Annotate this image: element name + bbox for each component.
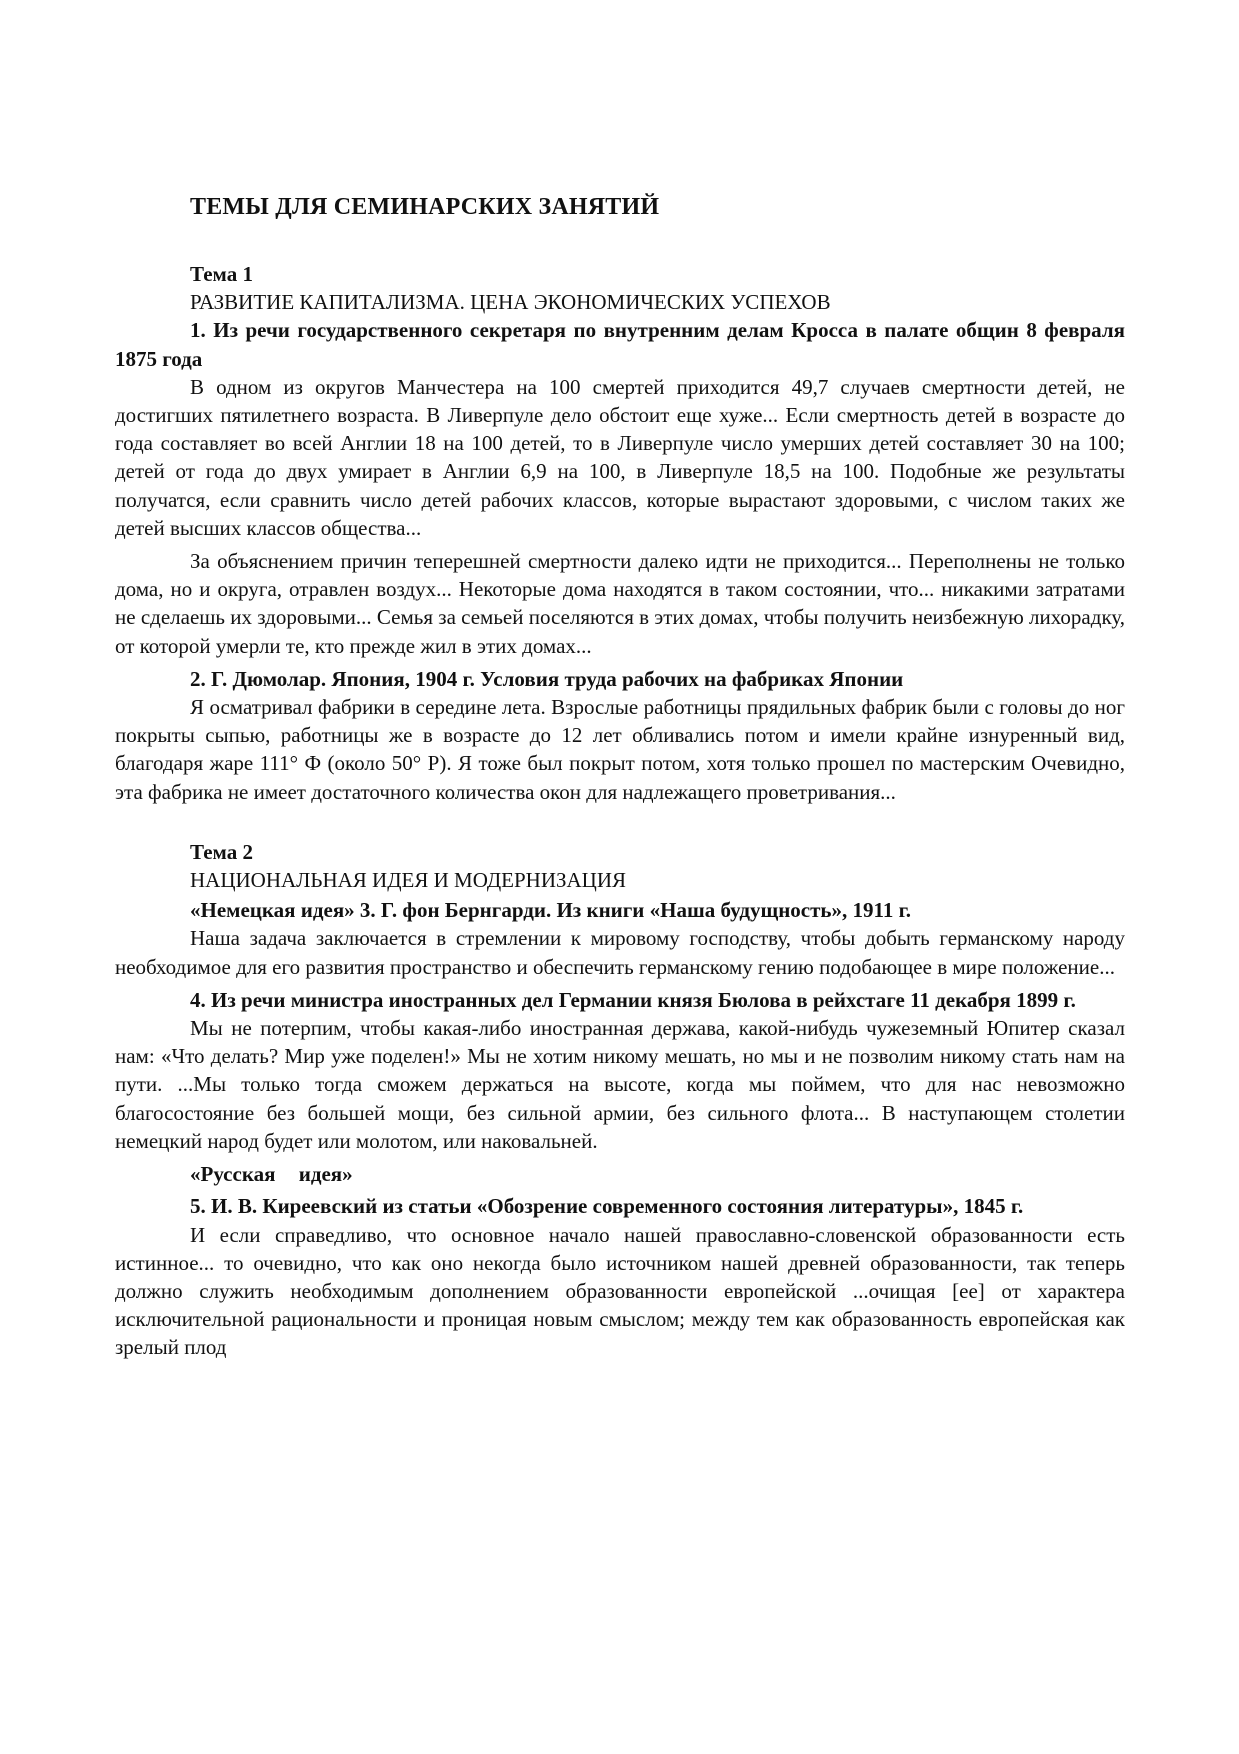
document-title: ТЕМЫ ДЛЯ СЕМИНАРСКИХ ЗАНЯТИЙ — [190, 194, 660, 220]
source-heading: «Немецкая идея» 3. Г. фон Бернгарди. Из книги «Наша будущность», 1911 г. — [190, 898, 912, 923]
source-paragraph: Мы не потерпим, чтобы какая-либо иностранная держава, какой-нибудь чужеземный Юпитер сказал нам: «Что делать? Мир уже поделен!» Мы не хотим никому мешать, но мы и не позволим никому стать нам на пути. ...Мы только тогда сможем держаться на высоте, когда мы поймем, что для нас невозможно благосостояние без большей мощи, без сильной армии, без сильного флота... В наступающем столетии немецкий народ будет или молотом, или наковальней. — [115, 1016, 1125, 1153]
source-heading: 5. И. В. Киреевский из статьи «Обозрение современного состояния литературы», 1845 г. — [190, 1194, 1024, 1219]
source-paragraph: В одном из округов Манчестера на 100 смертей приходится 49,7 случаев смертности детей, не достигших пятилетнего возраста. В Ливерпуле дело обстоит еще хуже... Если смертность детей в возрасте до года составляет во всей Англии 18 на 100 детей, то в Ливерпуле число умерших детей составляет 30 на 100; детей от года до двух умирает в Англии 6,9 на 100, в Ливерпуле 18,5 на 100. Подобные же результаты получатся, если сравнить число детей рабочих классов, которые вырастают здоровыми, с числом таких же детей высших классов общества... — [115, 374, 1125, 540]
theme-2 — [115, 838, 1125, 1362]
document-page — [115, 170, 1125, 1367]
source-heading: 4. Из речи министра иностранных дел Германии князя Бюлова в рейхстаге 11 декабря 1899 г. — [190, 987, 1076, 1012]
sub-heading: «Русская идея» — [190, 1162, 353, 1187]
theme-number: Тема 2 — [190, 839, 253, 864]
source-paragraph: И если справедливо, что основное начало нашей православно-словенской образованности есть истинное... то очевидно, что как оно некогда было источником нашей древней образованности, так теперь должно служить необходимым дополнением образованности европейской ...очищая [ее] от характера исключительной рациональности и проницая новым смыслом; между тем как образованность европейская как зрелый плод — [115, 1222, 1125, 1360]
source-paragraph: Я осматривал фабрики в середине лета. Взрослые работницы прядильных фабрик были с головы до ног покрыты сыпью, работницы же в возрасте до 12 лет обливались потом и имели крайне изнуренный вид, благодаря жаре 111° Ф (около 50° Р). Я тоже был покрыт потом, хотя только прошел по мастерским Очевидно, эта фабрика не имеет достаточного количества окон для надлежащего проветривания... — [115, 695, 1125, 804]
theme-number: Тема 1 — [190, 262, 253, 286]
theme-name: РАЗВИТИЕ КАПИТАЛИЗМА. ЦЕНА ЭКОНОМИЧЕСКИХ УСПЕХОВ — [190, 290, 831, 315]
source-paragraph: За объяснением причин теперешней смертности далеко идти не приходится... Переполнены не только дома, но и округа, отравлен воздух... Некоторые дома находятся в таком состоянии, что... никакими затратами не сделаешь их здоровыми... Семья за семьей поселяются в этих домах, чтобы получить неизбежную лихорадку, от которой умерли те, кто прежде жил в этих домах... — [115, 549, 1125, 658]
source-paragraph: Наша задача заключается в стремлении к мировому господству, чтобы добыть германскому народу необходимое для его развития пространство и обеспечить германскому гению подобающее в мире положение... — [115, 926, 1125, 979]
theme-name: НАЦИОНАЛЬНАЯ ИДЕЯ И МОДЕРНИЗАЦИЯ — [190, 868, 627, 893]
theme-1 — [115, 260, 1125, 806]
source-heading: 2. Г. Дюмолар. Япония, 1904 г. Условия труда рабочих на фабриках Японии — [190, 666, 904, 691]
source-heading: 1. Из речи государственного секретаря по внутренним делам Кросса в палате общин 8 февраля 1875 года — [115, 318, 1125, 371]
